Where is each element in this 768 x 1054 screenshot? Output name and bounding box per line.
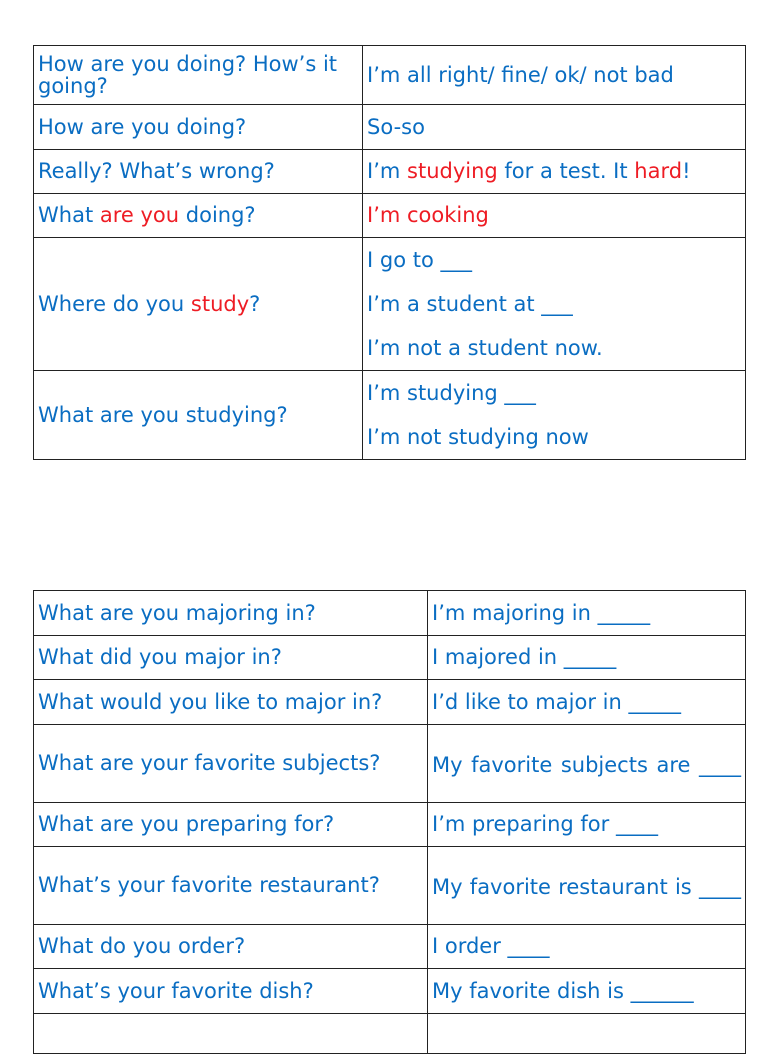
question-cell: What’s your favorite restaurant? — [34, 847, 428, 925]
question-cell — [34, 238, 363, 371]
answer-cell — [363, 150, 746, 194]
table-row — [34, 925, 746, 969]
answer-cell — [428, 1014, 746, 1054]
conversation-table-2 — [33, 590, 746, 1054]
answer-line: I’m not a student now. — [367, 336, 603, 360]
table-row — [34, 371, 746, 460]
answer-line: I’m studying ___ — [367, 381, 536, 405]
question-cell: What did you major in? — [34, 636, 428, 680]
question-text: doing? — [179, 203, 256, 227]
table-row — [34, 1014, 746, 1054]
highlight-text: hard — [634, 159, 683, 183]
question-cell: What are you majoring in? — [34, 591, 428, 636]
table-row — [34, 969, 746, 1014]
answer-line: I go to ___ — [367, 248, 472, 272]
table-row — [34, 725, 746, 803]
answer-text: for a test. It — [497, 159, 635, 183]
question-cell: What do you order? — [34, 925, 428, 969]
question-cell: What are you preparing for? — [34, 803, 428, 847]
conversation-table-1 — [33, 45, 746, 460]
question-cell: What’s your favorite dish? — [34, 969, 428, 1014]
question-cell: What are your favorite subjects? — [34, 725, 428, 803]
answer-cell: I order ____ — [428, 925, 746, 969]
table-row — [34, 680, 746, 725]
question-cell: Really? What’s wrong? — [34, 150, 363, 194]
answer-line: I’m not studying now — [367, 425, 589, 449]
question-text: Where do you — [38, 291, 191, 316]
question-cell: What would you like to major in? — [34, 680, 428, 725]
answer-cell — [363, 238, 746, 371]
question-cell: How are you doing? How’s it going? — [34, 46, 363, 105]
table-row — [34, 105, 746, 150]
answer-cell: My favorite restaurant is ____ — [428, 847, 746, 925]
question-text: ? — [249, 291, 261, 316]
answer-text: ! — [682, 159, 691, 183]
answer-cell: My favorite subjects are ____ — [428, 725, 746, 803]
answer-cell: So-so — [363, 105, 746, 150]
answer-text: I’m — [367, 159, 408, 183]
table-row — [34, 238, 746, 371]
highlight-text: studying — [407, 159, 498, 183]
answer-cell — [363, 371, 746, 460]
table-row — [34, 803, 746, 847]
table-row — [34, 847, 746, 925]
answer-cell: I’m preparing for ____ — [428, 803, 746, 847]
answer-cell: I’m cooking — [363, 194, 746, 238]
answer-line: I’m a student at ___ — [367, 292, 573, 316]
question-cell: How are you doing? — [34, 105, 363, 150]
table-row — [34, 194, 746, 238]
highlight-text: are you — [99, 203, 180, 227]
question-cell — [34, 1014, 428, 1054]
answer-cell: I’m majoring in _____ — [428, 591, 746, 636]
answer-cell: I’d like to major in _____ — [428, 680, 746, 725]
answer-cell: My favorite dish is ______ — [428, 969, 746, 1014]
answer-cell: I majored in _____ — [428, 636, 746, 680]
question-text: What — [38, 203, 100, 227]
highlight-text: study — [190, 291, 250, 316]
table-row — [34, 46, 746, 105]
table-row — [34, 591, 746, 636]
table-row — [34, 150, 746, 194]
answer-cell: I’m all right/ fine/ ok/ not bad — [363, 46, 746, 105]
question-cell — [34, 194, 363, 238]
table-row — [34, 636, 746, 680]
question-cell: What are you studying? — [34, 371, 363, 460]
